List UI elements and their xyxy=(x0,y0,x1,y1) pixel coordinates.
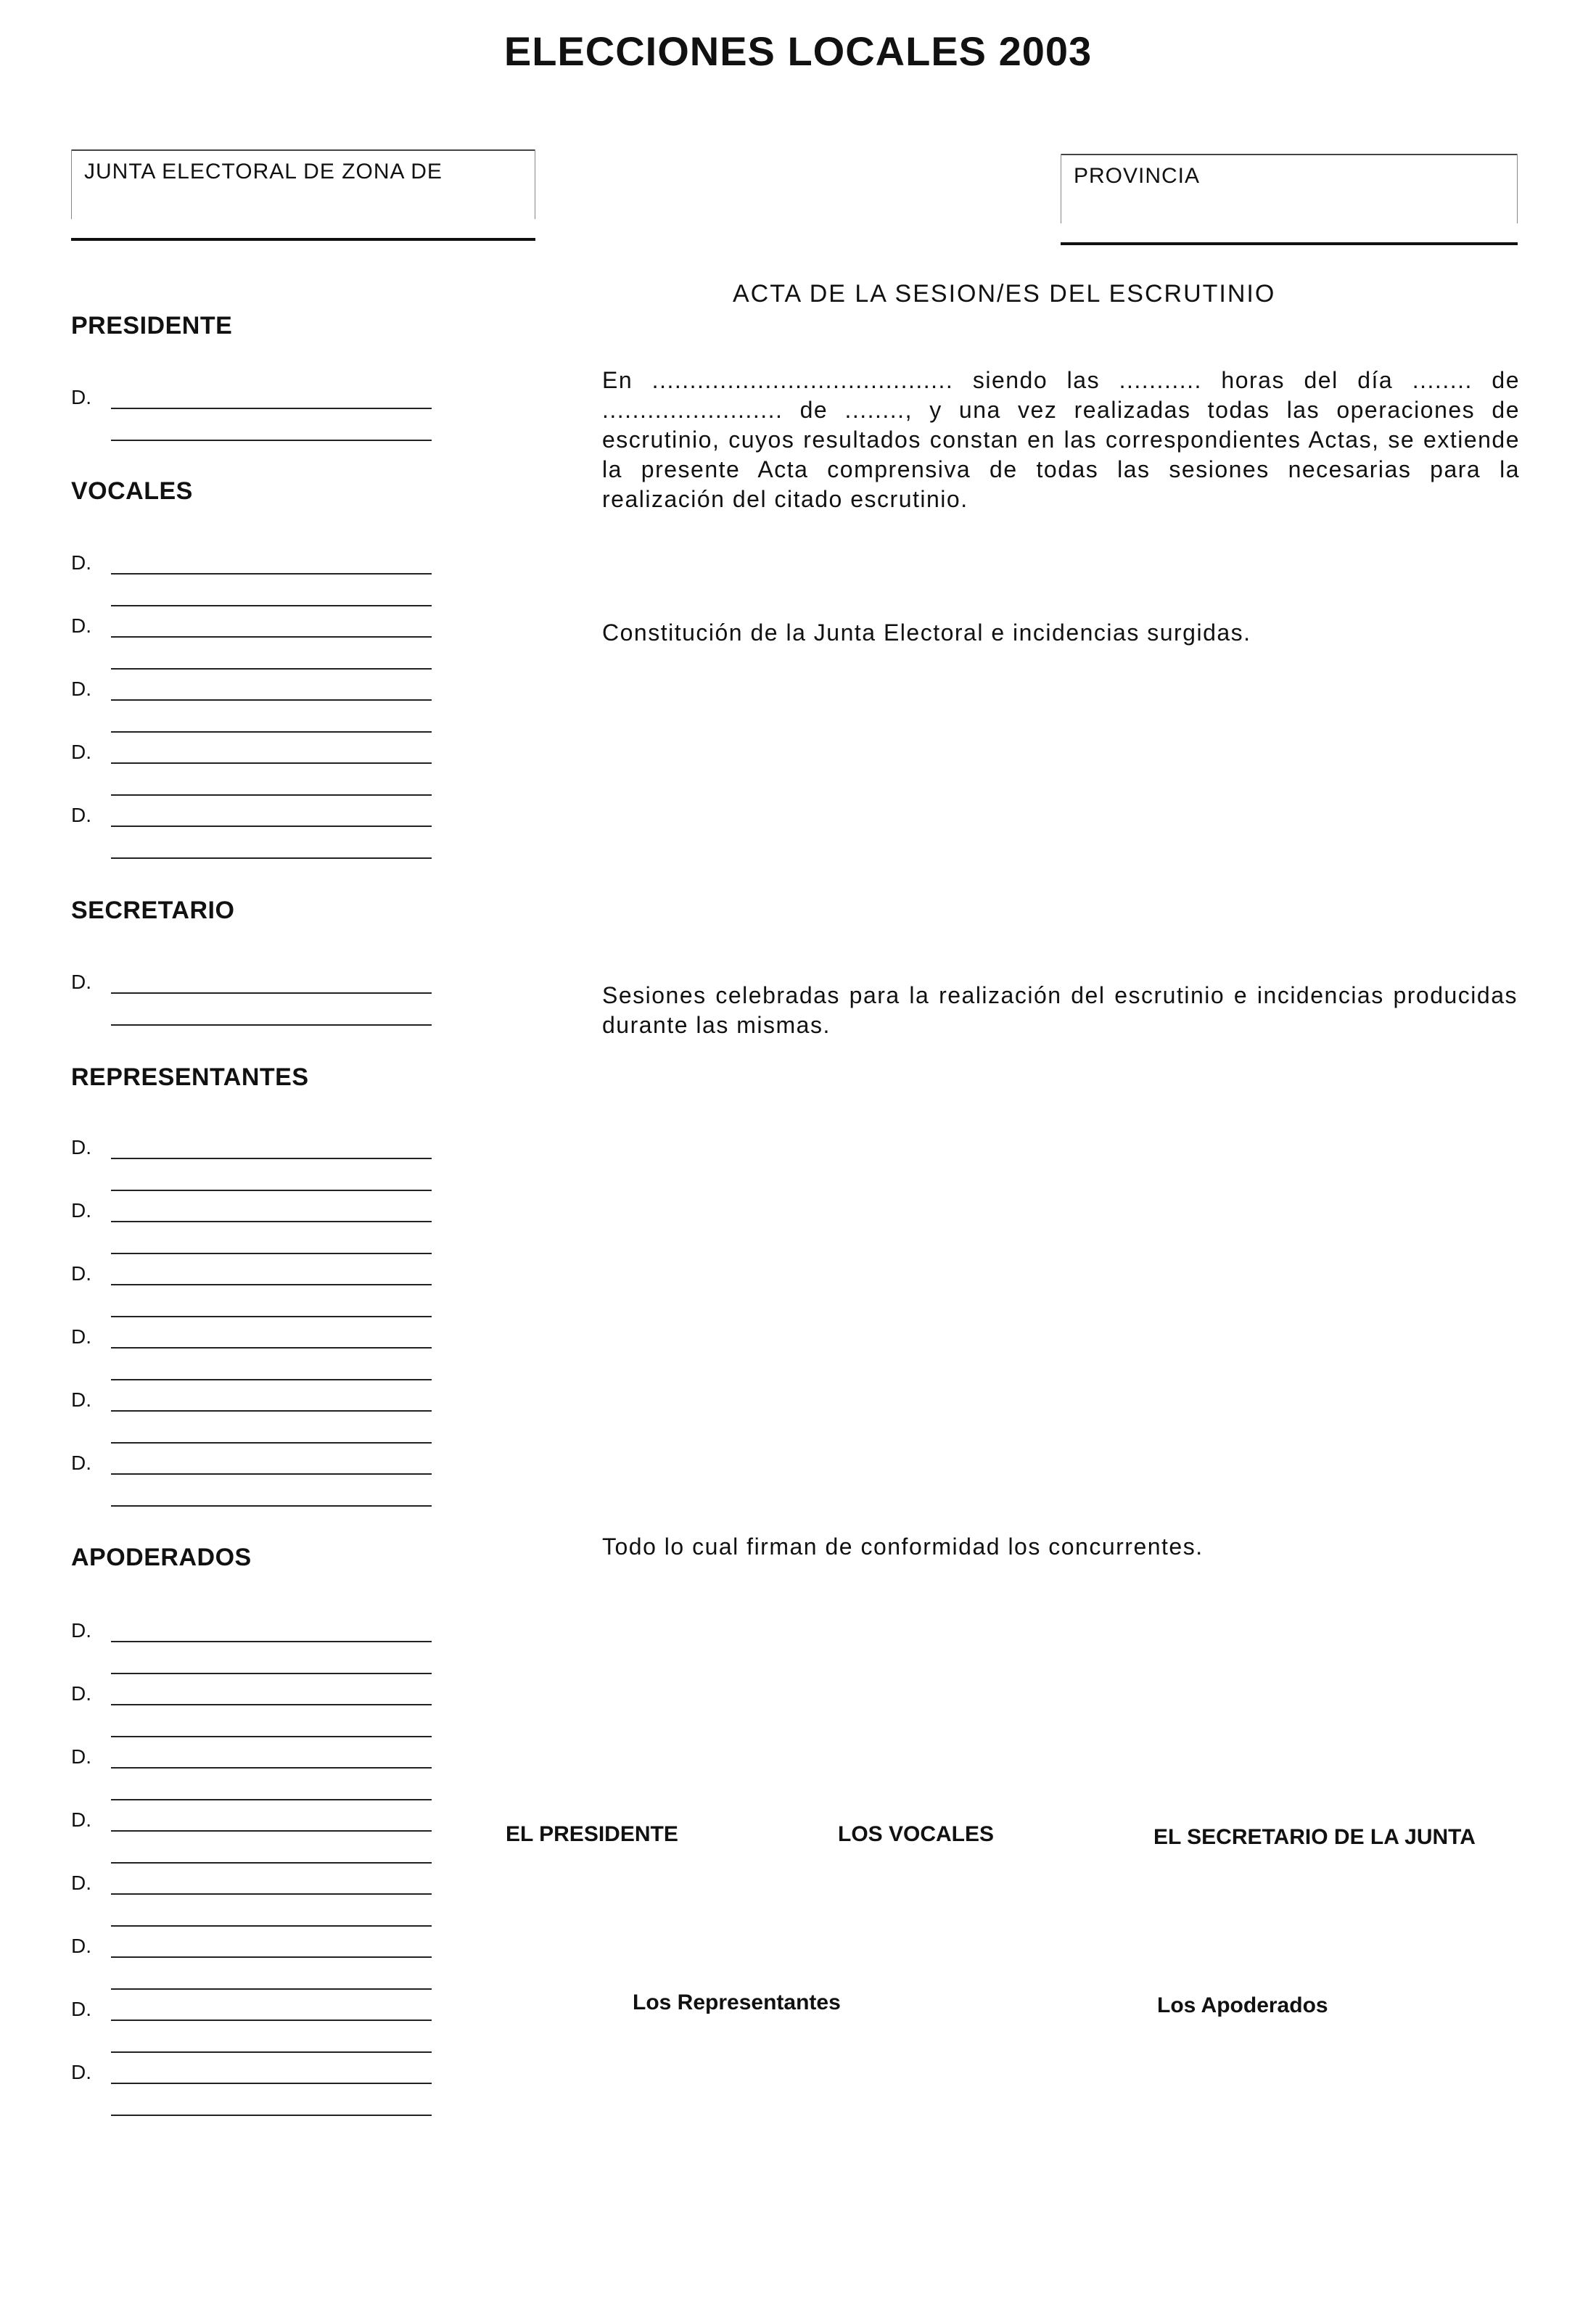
secretario-entry xyxy=(71,971,434,1033)
name-line[interactable] xyxy=(111,1767,432,1769)
name-line[interactable] xyxy=(111,699,432,701)
signature-presidente: EL PRESIDENTE xyxy=(506,1822,678,1846)
name-line[interactable] xyxy=(111,2083,432,2084)
representantes-entry xyxy=(71,1136,434,1198)
province-box xyxy=(1061,154,1518,245)
province-label: PROVINCIA xyxy=(1074,164,1201,188)
name-line-continuation[interactable] xyxy=(111,1988,432,1990)
constitucion-paragraph: Constitución de la Junta Electoral e incidencias surgidas. xyxy=(602,619,1251,646)
signature-representantes: Los Representantes xyxy=(633,1990,841,2014)
name-line[interactable] xyxy=(111,826,432,827)
name-line-continuation[interactable] xyxy=(111,2115,432,2116)
d-label: D. xyxy=(71,1619,91,1642)
name-line-continuation[interactable] xyxy=(111,794,432,796)
d-label: D. xyxy=(71,2061,91,2083)
name-line-continuation[interactable] xyxy=(111,1442,432,1444)
d-label: D. xyxy=(71,1998,91,2020)
name-line[interactable] xyxy=(111,992,432,994)
apoderados-entry xyxy=(71,1682,434,1745)
name-line[interactable] xyxy=(111,408,432,409)
section-apoderados: APODERADOS xyxy=(71,1544,252,1571)
d-label: D. xyxy=(71,1745,91,1768)
d-label: D. xyxy=(71,1199,91,1222)
name-line-continuation[interactable] xyxy=(111,1673,432,1674)
signature-secretario: EL SECRETARIO DE LA JUNTA xyxy=(1153,1825,1476,1849)
vocales-entry xyxy=(71,614,434,677)
d-label: D. xyxy=(71,386,91,408)
representantes-entry xyxy=(71,1388,434,1451)
d-label: D. xyxy=(71,678,91,700)
name-line-continuation[interactable] xyxy=(111,1024,432,1026)
d-label: D. xyxy=(71,1682,91,1705)
name-line[interactable] xyxy=(111,1347,432,1349)
name-line-continuation[interactable] xyxy=(111,605,432,606)
section-representantes: REPRESENTANTES xyxy=(71,1063,309,1091)
representantes-entry xyxy=(71,1262,434,1325)
section-presidente: PRESIDENTE xyxy=(71,312,233,339)
apoderados-entry xyxy=(71,1872,434,1934)
representantes-entry xyxy=(71,1199,434,1261)
d-label: D. xyxy=(71,1388,91,1411)
name-line-continuation[interactable] xyxy=(111,1190,432,1191)
name-line-continuation[interactable] xyxy=(111,668,432,670)
apoderados-entry xyxy=(71,1998,434,2060)
apoderados-entry xyxy=(71,1745,434,1808)
d-label: D. xyxy=(71,1872,91,1894)
name-line-continuation[interactable] xyxy=(111,857,432,859)
name-line[interactable] xyxy=(111,573,432,575)
acta-title: ACTA DE LA SESION/ES DEL ESCRUTINIO xyxy=(733,280,1276,308)
name-line[interactable] xyxy=(111,1158,432,1159)
representantes-entry xyxy=(71,1452,434,1514)
name-line[interactable] xyxy=(111,1284,432,1285)
intro-paragraph: En ........................................ siendo las ........... horas del día ........ de ........................ de ........, y una vez realizadas todas las operaciones de escrutinio, cuyos resultados constan en las correspondientes Actas, se extiende la presente Acta comprensiva de todas las sesiones necesarias para la realización del citado escrutinio. xyxy=(602,367,1520,512)
signature-apoderados: Los Apoderados xyxy=(1157,1993,1328,2017)
d-label: D. xyxy=(71,804,91,826)
sesiones-paragraph: Sesiones celebradas para la realización del escrutinio e incidencias producidas durante las mismas. xyxy=(602,982,1518,1038)
name-line-continuation[interactable] xyxy=(111,2051,432,2053)
name-line-continuation[interactable] xyxy=(111,440,432,441)
d-label: D. xyxy=(71,1935,91,1957)
signature-vocales: LOS VOCALES xyxy=(838,1822,995,1846)
name-line[interactable] xyxy=(111,1956,432,1958)
name-line-continuation[interactable] xyxy=(111,1379,432,1380)
name-line-continuation[interactable] xyxy=(111,731,432,733)
name-line-continuation[interactable] xyxy=(111,1925,432,1927)
name-line[interactable] xyxy=(111,1641,432,1642)
name-line[interactable] xyxy=(111,762,432,764)
d-label: D. xyxy=(71,971,91,993)
name-line[interactable] xyxy=(111,1830,432,1832)
name-line[interactable] xyxy=(111,1221,432,1222)
vocales-entry xyxy=(71,678,434,740)
d-label: D. xyxy=(71,1452,91,1474)
section-secretario: SECRETARIO xyxy=(71,897,235,924)
d-label: D. xyxy=(71,614,91,637)
conformidad-paragraph: Todo lo cual firman de conformidad los concurrentes. xyxy=(602,1533,1204,1560)
name-line-continuation[interactable] xyxy=(111,1736,432,1737)
section-vocales: VOCALES xyxy=(71,477,193,505)
name-line-continuation[interactable] xyxy=(111,1253,432,1254)
presidente-entry xyxy=(71,386,434,448)
name-line[interactable] xyxy=(111,1473,432,1475)
name-line[interactable] xyxy=(111,1893,432,1895)
name-line[interactable] xyxy=(111,2020,432,2021)
representantes-entry xyxy=(71,1325,434,1388)
name-line-continuation[interactable] xyxy=(111,1316,432,1317)
d-label: D. xyxy=(71,1262,91,1285)
apoderados-entry xyxy=(71,2061,434,2123)
name-line[interactable] xyxy=(111,1410,432,1412)
d-label: D. xyxy=(71,551,91,574)
d-label: D. xyxy=(71,1325,91,1348)
name-line-continuation[interactable] xyxy=(111,1799,432,1800)
zone-box xyxy=(71,149,535,241)
d-label: D. xyxy=(71,1808,91,1831)
apoderados-entry xyxy=(71,1619,434,1681)
d-label: D. xyxy=(71,1136,91,1158)
apoderados-entry xyxy=(71,1808,434,1871)
name-line[interactable] xyxy=(111,1704,432,1705)
vocales-entry xyxy=(71,551,434,614)
apoderados-entry xyxy=(71,1935,434,1997)
name-line[interactable] xyxy=(111,636,432,638)
vocales-entry xyxy=(71,741,434,803)
document-title: ELECCIONES LOCALES 2003 xyxy=(503,28,1093,74)
name-line-continuation[interactable] xyxy=(111,1505,432,1507)
vocales-entry xyxy=(71,804,434,866)
zone-label: JUNTA ELECTORAL DE ZONA DE xyxy=(84,160,443,184)
name-line-continuation[interactable] xyxy=(111,1862,432,1864)
d-label: D. xyxy=(71,741,91,763)
